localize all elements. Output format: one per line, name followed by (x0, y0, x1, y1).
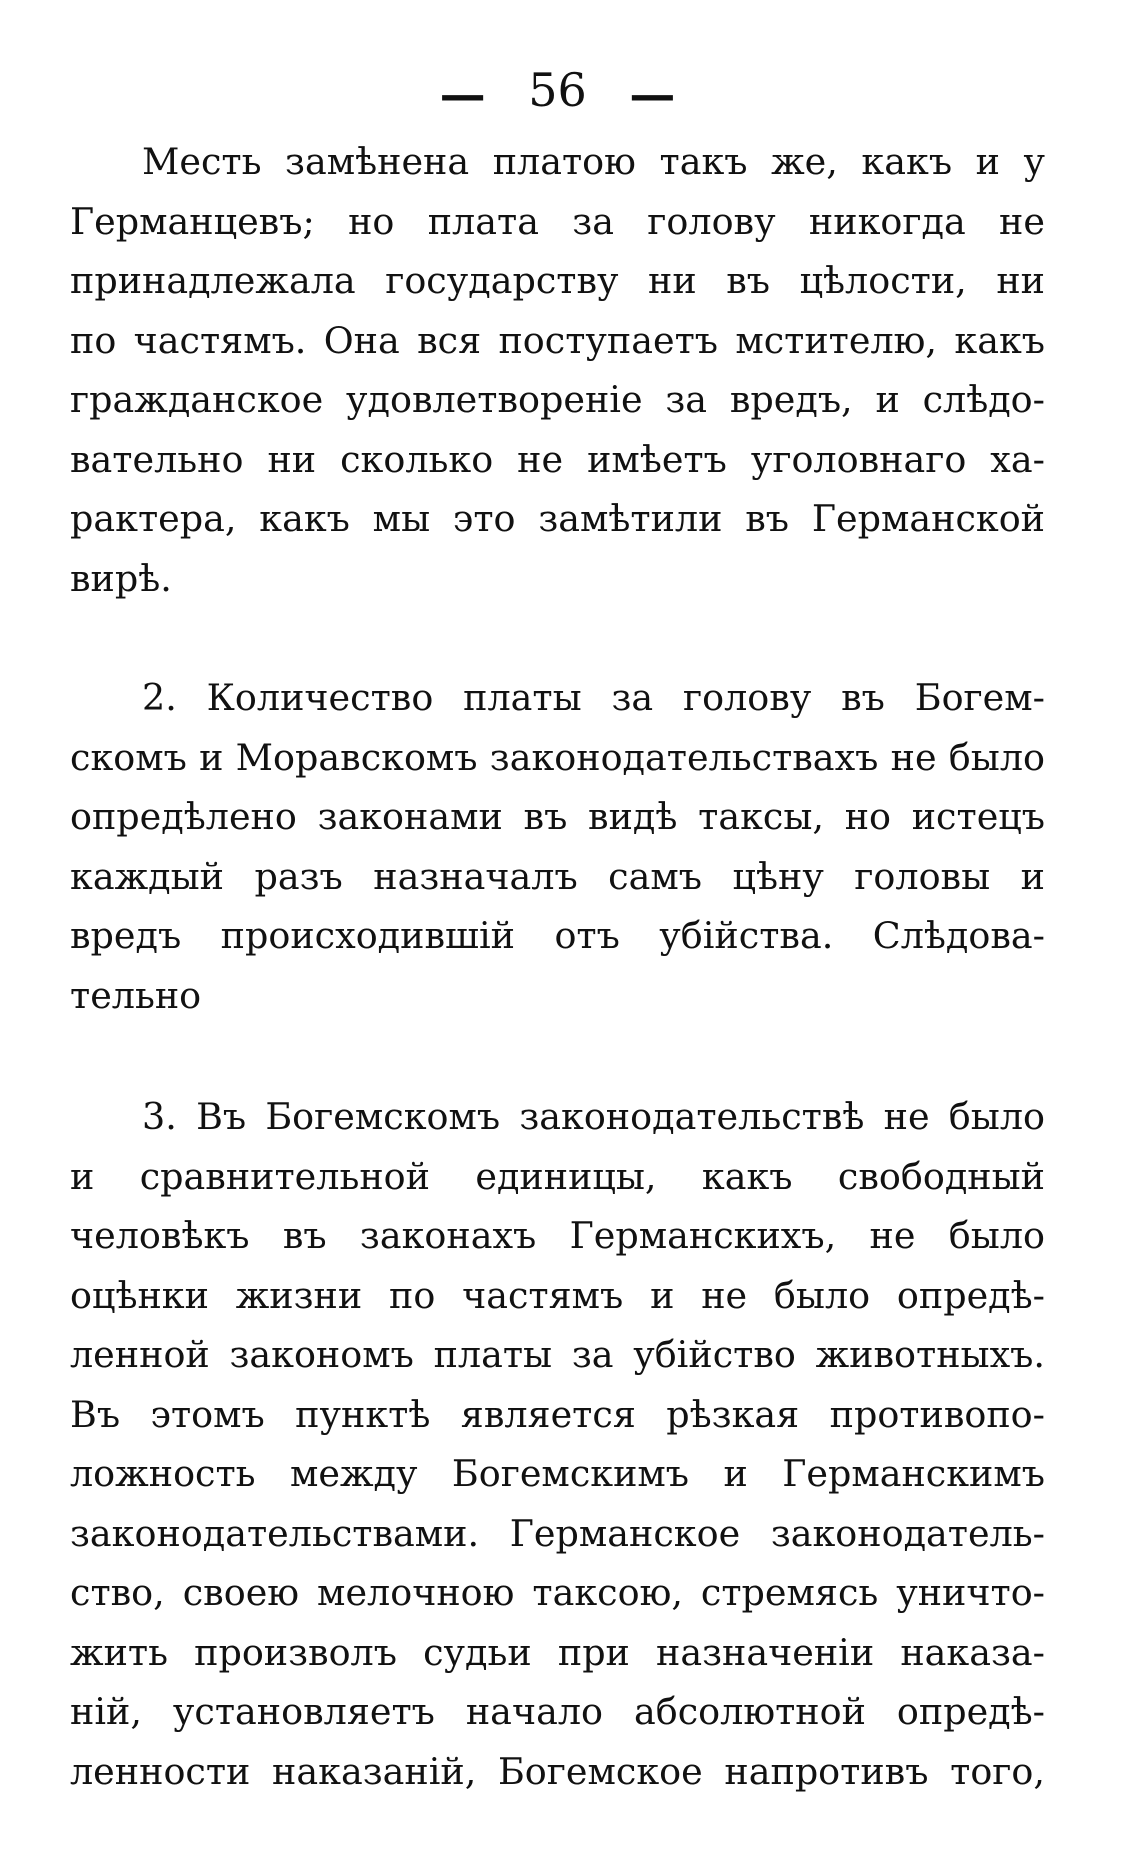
text-line: Въ этомъ пунктѣ является рѣзкая противопо- (70, 1392, 1045, 1436)
book-page (70, 60, 1045, 1801)
text-line: гражданское удовлетвореніе за вредъ, и слѣдо- (70, 378, 1045, 421)
paragraph-spacer (70, 608, 1045, 668)
text-line: принадлежала государству ни въ цѣлости, ни (70, 259, 1045, 302)
text-line: скомъ и Моравскомъ законодательствахъ не было (70, 735, 1045, 779)
text-line: 3. Въ Богемскомъ законодательствѣ не было (142, 1095, 1045, 1138)
text-line: оцѣнки жизни по частямъ и не было опредѣ- (70, 1273, 1045, 1317)
text-line: вательно ни сколько не имѣетъ уголовнаго ха- (70, 437, 1045, 481)
text-line: жить произволъ судьи при назначеніи наказа- (70, 1630, 1045, 1674)
text-line: ложность между Богемскимъ и Германскимъ (70, 1452, 1045, 1495)
text-line: рактера, какъ мы это замѣтили въ Германской (70, 497, 1045, 540)
paragraph-1 (70, 132, 1045, 608)
text-line: законодательствами. Германское законодатель- (70, 1511, 1045, 1555)
text-line: ство, своею мелочною таксою, стремясь уничто- (70, 1571, 1045, 1614)
text-line: опредѣлено законами въ видѣ таксы, но истецъ (70, 795, 1045, 838)
paragraph-3 (70, 1087, 1045, 1801)
text-line: ній, установляетъ начало абсолютной опредѣ- (70, 1690, 1045, 1733)
text-line: каждый разъ назначалъ самъ цѣну головы и (70, 854, 1045, 898)
header-dash-left: — (439, 67, 486, 121)
text-line: и сравнительной единицы, какъ свободный (70, 1154, 1045, 1198)
page-header (70, 60, 1045, 132)
text-line: 2. Количество платы за голову въ Богем- (142, 676, 1045, 719)
paragraph-2 (70, 668, 1045, 1025)
text-line: ленности наказаній, Богемское напротивъ того, (70, 1749, 1045, 1793)
text-line: человѣкъ въ законахъ Германскихъ, не было (70, 1214, 1045, 1257)
text-line: вирѣ. (70, 556, 172, 600)
header-dash-right: — (629, 67, 676, 121)
text-line: Месть замѣнена платою такъ же, какъ и у (142, 140, 1045, 183)
text-line: ленной закономъ платы за убійство животныхъ. (70, 1333, 1045, 1376)
text-line: Германцевъ; но плата за голову никогда не (70, 199, 1045, 243)
paragraph-spacer (70, 1025, 1045, 1087)
page-number: 56 (528, 63, 587, 117)
text-line: тельно (70, 973, 202, 1017)
text-line: вредъ происходившій отъ убійства. Слѣдова- (70, 914, 1045, 957)
text-line: по частямъ. Она вся поступаетъ мстителю, какъ (70, 318, 1045, 362)
